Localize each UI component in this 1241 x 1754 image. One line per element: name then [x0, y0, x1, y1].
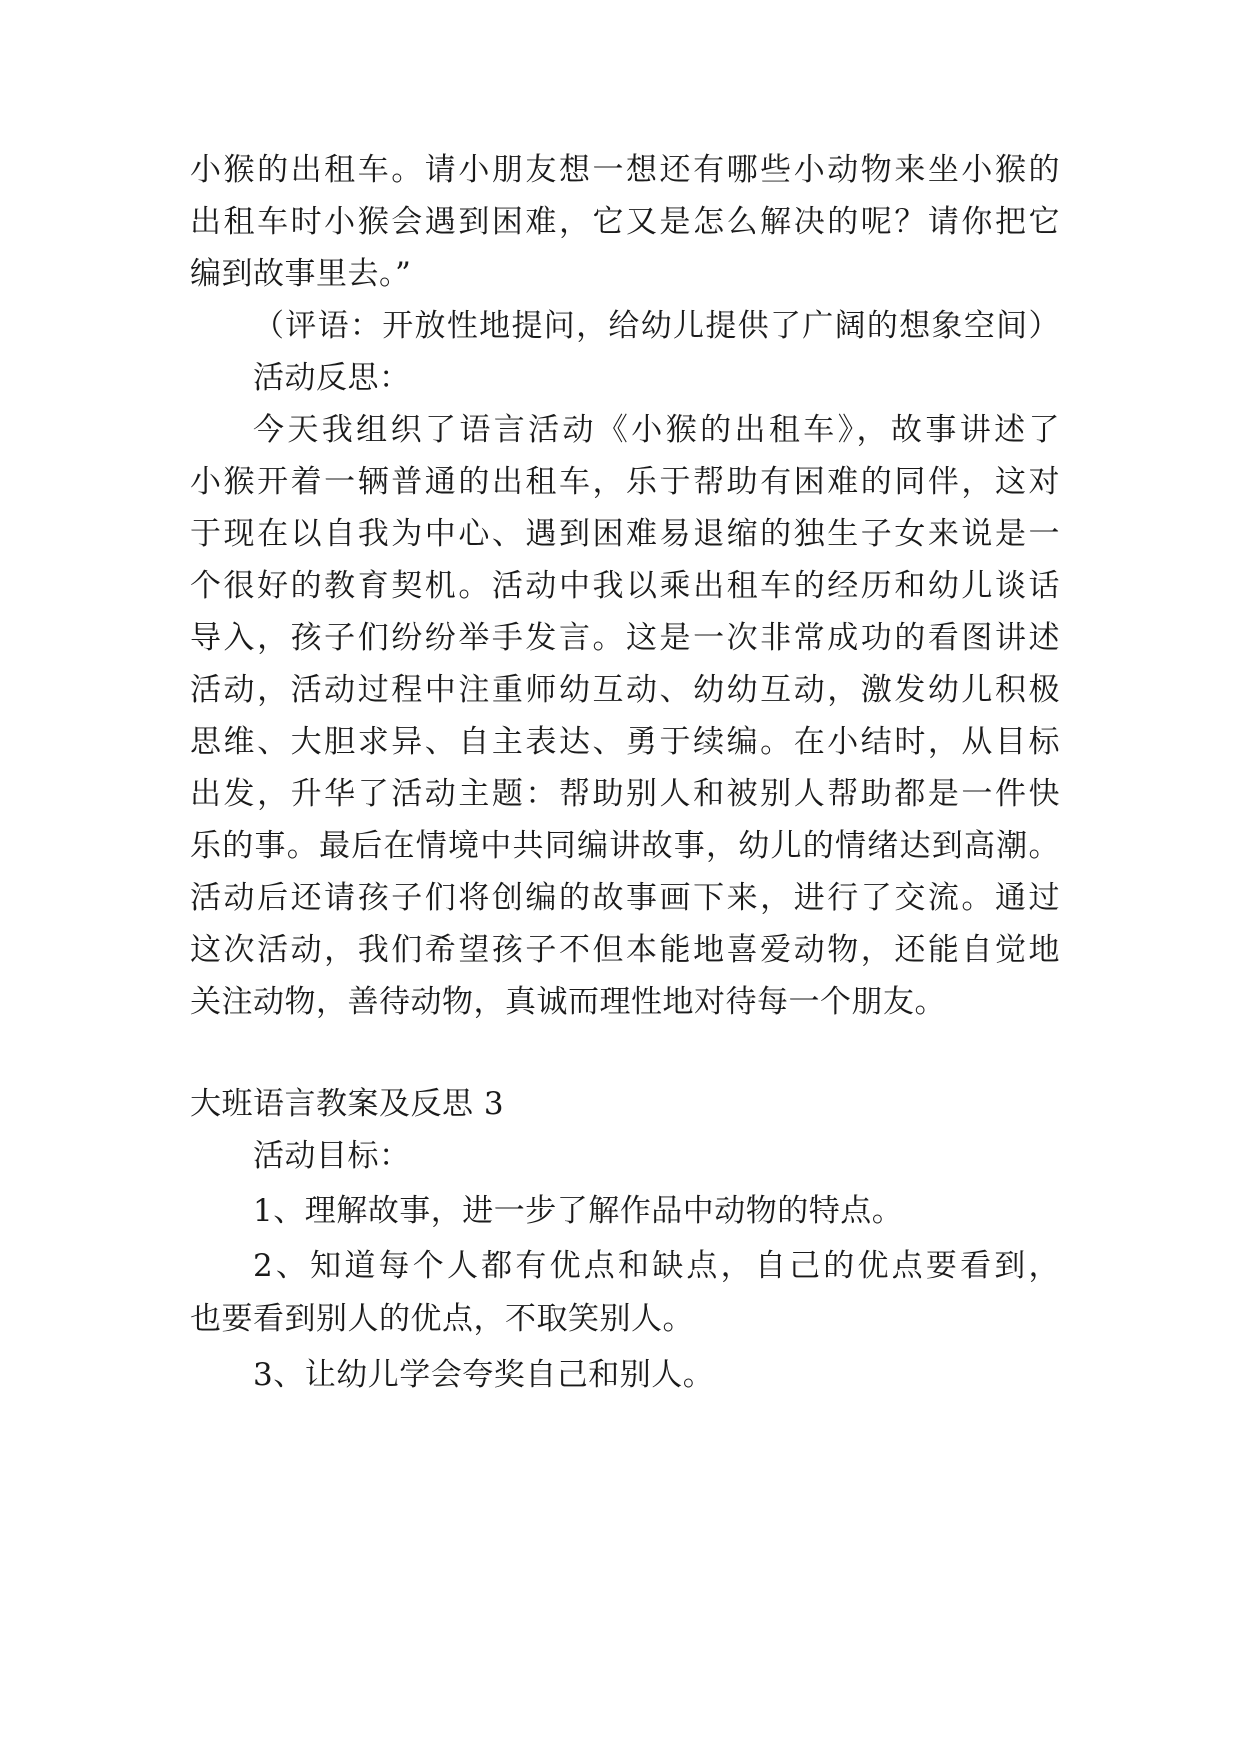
- goal-item: 3、让幼儿学会夸奖自己和别人。: [253, 1357, 715, 1393]
- goal-item: 1、理解故事，进一步了解作品中动物的特点。: [253, 1193, 904, 1229]
- reflection-line: 于现在以自我为中心、遇到困难易退缩的独生子女来说是一: [190, 516, 1060, 552]
- goal-item: 2、知道每个人都有优点和缺点，自己的优点要看到，: [253, 1248, 1060, 1284]
- paragraph-line: 小猴的出租车。请小朋友想一想还有哪些小动物来坐小猴的: [190, 152, 1060, 188]
- reflection-line: 活动后还请孩子们将创编的故事画下来，进行了交流。通过: [190, 880, 1060, 916]
- goals-heading: 活动目标：: [253, 1138, 411, 1174]
- section-title: 大班语言教案及反思 3: [190, 1086, 505, 1122]
- reflection-line: 关注动物，善待动物，真诚而理性地对待每一个朋友。: [190, 984, 946, 1020]
- reflection-heading: 活动反思：: [253, 360, 411, 396]
- goal-item-continuation: 也要看到别人的优点，不取笑别人。: [190, 1301, 694, 1337]
- reflection-line: 导入，孩子们纷纷举手发言。这是一次非常成功的看图讲述: [190, 620, 1060, 656]
- reflection-line: 个很好的教育契机。活动中我以乘出租车的经历和幼儿谈话: [190, 568, 1060, 604]
- reflection-line: 乐的事。最后在情境中共同编讲故事，幼儿的情绪达到高潮。: [190, 828, 1060, 864]
- reflection-line: 这次活动，我们希望孩子不但本能地喜爱动物，还能自觉地: [190, 932, 1060, 968]
- paragraph-line: 出租车时小猴会遇到困难，它又是怎么解决的呢？请你把它: [190, 204, 1060, 240]
- reflection-line: 活动，活动过程中注重师幼互动、幼幼互动，激发幼儿积极: [190, 672, 1060, 708]
- paragraph-line: 编到故事里去。”: [190, 256, 412, 292]
- reflection-line: 思维、大胆求异、自主表达、勇于续编。在小结时，从目标: [190, 724, 1060, 760]
- reflection-line: 出发，升华了活动主题：帮助别人和被别人帮助都是一件快: [190, 776, 1060, 812]
- reflection-line: 今天我组织了语言活动《小猴的出租车》，故事讲述了: [253, 412, 1060, 448]
- reflection-line: 小猴开着一辆普通的出租车，乐于帮助有困难的同伴，这对: [190, 464, 1060, 500]
- comment-line: （评语：开放性地提问，给幼儿提供了广阔的想象空间）: [253, 308, 1060, 344]
